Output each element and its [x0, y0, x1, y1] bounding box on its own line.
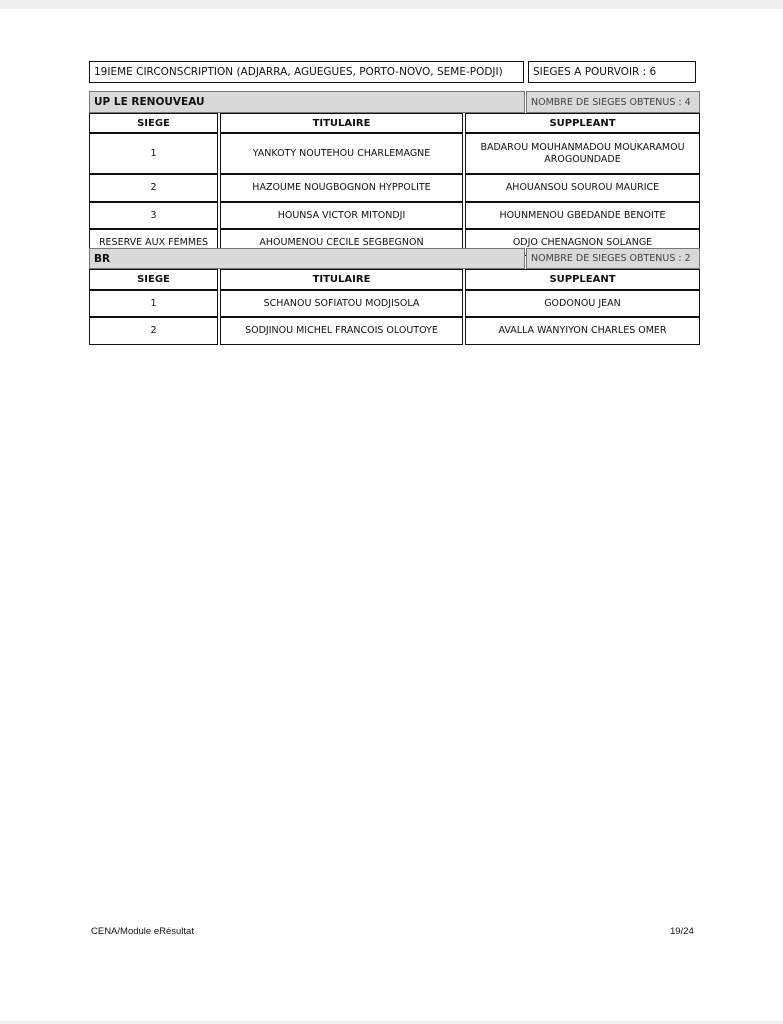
table-cell-siege: RESERVE AUX FEMMES — [89, 229, 218, 256]
table-cell-titulaire: SCHANOU SOFIATOU MODJISOLA — [220, 290, 463, 317]
table-cell-siege: 1 — [89, 290, 218, 317]
table-cell-suppleant: AVALLA WANYIYON CHARLES OMER — [465, 317, 700, 345]
table-cell-titulaire: YANKOTY NOUTEHOU CHARLEMAGNE — [220, 133, 463, 174]
table-cell-siege: 3 — [89, 202, 218, 229]
table-cell-suppleant: AHOUANSOU SOUROU MAURICE — [465, 174, 700, 202]
table-cell-siege: 2 — [89, 317, 218, 345]
column-header-siege: SIEGE — [89, 269, 218, 290]
column-header-titulaire: TITULAIRE — [220, 269, 463, 290]
footer-page-number: 19/24 — [670, 926, 694, 937]
document-page — [0, 9, 783, 1021]
party-name: BR — [89, 248, 525, 269]
footer-source: CENA/Module eRésultat — [91, 926, 194, 937]
table-cell-titulaire: HOUNSA VICTOR MITONDJI — [220, 202, 463, 229]
table-cell-titulaire: HAZOUME NOUGBOGNON HYPPOLITE — [220, 174, 463, 202]
table-cell-siege: 1 — [89, 133, 218, 174]
table-cell-suppleant: HOUNMENOU GBEDANDE BENOITE — [465, 202, 700, 229]
column-header-suppleant: SUPPLEANT — [465, 269, 700, 290]
column-header-suppleant: SUPPLEANT — [465, 113, 700, 133]
party-seats-obtained: NOMBRE DE SIEGES OBTENUS : 4 — [526, 91, 700, 113]
column-header-siege: SIEGE — [89, 113, 218, 133]
table-cell-suppleant: ODJO CHENAGNON SOLANGE — [465, 229, 700, 256]
table-cell-titulaire: SODJINOU MICHEL FRANCOIS OLOUTOYE — [220, 317, 463, 345]
column-header-titulaire: TITULAIRE — [220, 113, 463, 133]
party-seats-obtained: NOMBRE DE SIEGES OBTENUS : 2 — [526, 248, 700, 269]
seats-to-fill: SIEGES A POURVOIR : 6 — [528, 61, 696, 83]
circonscription-title: 19IEME CIRCONSCRIPTION (ADJARRA, AGUEGUES, PORTO-NOVO, SEME-PODJI) — [89, 61, 524, 83]
table-cell-siege: 2 — [89, 174, 218, 202]
table-cell-titulaire: AHOUMENOU CECILE SEGBEGNON — [220, 229, 463, 256]
table-cell-suppleant: BADAROU MOUHANMADOU MOUKARAMOU AROGOUNDADE — [465, 133, 700, 174]
table-cell-suppleant: GODONOU JEAN — [465, 290, 700, 317]
party-name: UP LE RENOUVEAU — [89, 91, 525, 113]
